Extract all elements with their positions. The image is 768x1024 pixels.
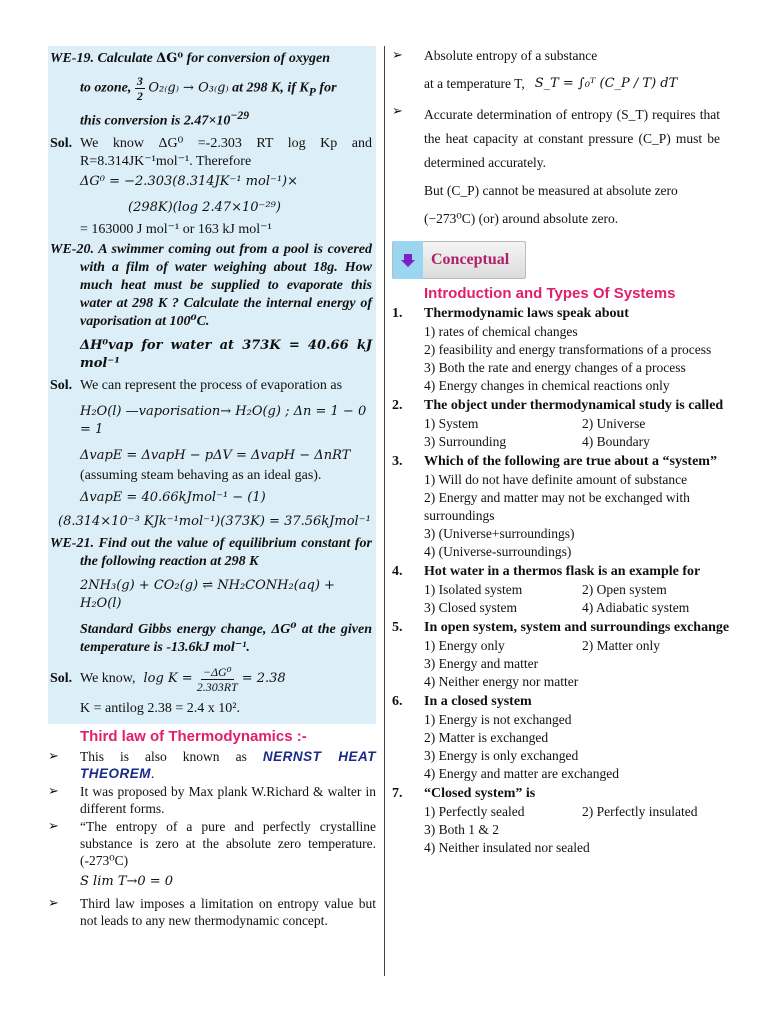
entropy-formula-row [424,75,720,93]
question-number: 5. [392,620,403,635]
we19-solution [50,135,372,171]
entropy-bullet-2 [392,103,720,175]
r3-text: But (C_P) cannot be measured at absolute zero (−273⁰C) (or) around absolute zero. [424,183,678,226]
question-text: Which of the following are true about a “system” [424,454,717,469]
we21-sol-label: Sol. [50,671,73,687]
we20-note: (assuming steam behaving as an ideal gas). [80,467,322,483]
r1-text: Absolute entropy of a substance [424,48,598,63]
question-text: In a closed system [424,694,532,709]
third-law-equation: S lim T→0 = 0 [80,873,174,889]
question-item [392,453,720,561]
r2-text: Accurate determination of entropy (S_T) requires that the heat capacity at constant pressure (C_P) must be determined accurately. [424,107,720,170]
we19-title-d: at 298 K, if K [232,80,309,96]
answer-option: 3) Energy is only exchanged [424,748,579,763]
answer-option: 4) Boundary [582,434,650,449]
entropy-bullet-1 [392,47,720,65]
we19-title-c: to ozone, [80,80,132,96]
question-number: 6. [392,694,403,709]
answer-option: 1) Energy only [424,638,505,653]
answer-option: 3) Closed system [424,600,517,615]
answer-option: 2) Universe [582,416,646,431]
we21 [50,535,372,718]
we20-given: ΔH⁰vap for water at 373K = 40.66 kJ mol⁻¹ [80,337,372,371]
question-text: The object under thermodynamical study is called [424,398,724,413]
we19-title-line2 [50,74,372,103]
answer-option: 2) Perfectly insulated [582,804,698,819]
we20-eq4: (8.314×10⁻³ KJk⁻¹mol⁻¹)(373K) = 37.56kJmol⁻¹ [58,513,371,529]
question-list [392,305,730,857]
third-law-bullet-3 [48,818,376,869]
b4-text: Third law imposes a limitation on entropy value but not leads to any new thermodynamic concept. [80,895,376,928]
answer-option: 4) Neither insulated nor sealed [424,840,590,855]
we21-given: Standard Gibbs energy change, ΔG⁰ at the given temperature is -13.6kJ mol⁻¹. [80,621,372,655]
we19-title-a: WE-19. Calculate [50,51,153,66]
we21-eq-lhs: log K = [143,671,193,687]
arrow-bullet-icon: ➢ [48,783,59,799]
we20-solution [50,377,372,395]
we21-eq-rhs: = 2.38 [241,671,286,687]
answer-option: 3) Surrounding [424,434,507,449]
answer-option: 1) Will do not have definite amount of substance [424,472,688,487]
we19-title-line1 [50,50,372,68]
question-item [392,563,720,617]
we20-title: WE-20. A swimmer coming out from a pool is covered with a film of water weighing about 18g. How much heat must be supplied to evaporate this water at 298 K ? Calculate the internal energy of vaporisation at 100⁰C. [50,241,372,329]
answer-option: 2) Energy and matter may not be exchanged with surroundings [424,490,690,523]
answer-option: 2) Matter is exchanged [424,730,549,745]
we19-eq2: (298K)(log 2.47×10⁻²⁹) [128,199,281,215]
we21-solution [50,665,372,694]
answer-option: 3) (Universe+surroundings) [424,526,575,541]
question-body [424,305,720,395]
we21-title: WE-21. Find out the value of equilibrium constant for the following reaction at 298 K [50,535,372,569]
answer-option: 1) Perfectly sealed [424,804,525,819]
we21-reaction: 2NH₃(g) + CO₂(g) ⇌ NH₂CONH₂(aq) + H₂O(l) [80,577,335,611]
we20-sol-text: We can represent the process of evaporation as [80,377,343,393]
we21-fraction-den: 2.303RT [196,679,238,694]
column-divider [384,46,385,976]
third-law-bullet-2 [48,783,376,817]
question-body [424,693,720,783]
we21-fraction [197,665,238,694]
fraction-three-halves: $\frac{3}{2}$ [136,74,143,103]
r1b-text: at a temperature T, [424,76,525,91]
question-text: Hot water in a thermos flask is an example for [424,564,701,579]
answer-option: 1) System [424,416,479,431]
answer-option-row [424,581,740,599]
answer-option: 4) (Universe-surroundings) [424,544,572,559]
we19-kp-subscript: P [308,85,316,99]
question-body [424,619,740,691]
answer-option: 3) Both the rate and energy changes of a process [424,360,686,375]
question-item [392,693,720,783]
answer-option-row [424,599,740,617]
we21-fraction-num: −ΔG⁰ [202,664,232,679]
third-law-bullet-1: ➢ This is also known as NERNST HEAT THEOREM. [48,748,377,781]
left-column [48,46,376,929]
oxygen-ozone-reaction: O₂₍g₎ → O₃₍g₎ [148,80,229,96]
answer-option-row [424,415,740,433]
question-number: 4. [392,564,403,579]
answer-option: 4) Adiabatic system [582,600,690,615]
answer-option: 1) rates of chemical changes [424,324,578,339]
systems-heading: Introduction and Types Of Systems [424,285,676,302]
we19-title-b: for conversion of oxygen [186,51,331,66]
we19-title-e: this conversion is 2.47×10 [80,113,231,129]
we19-result: = 163000 J mol⁻¹ or 163 kJ mol⁻¹ [80,221,272,237]
answer-option: 4) Energy and matter are exchanged [424,766,620,781]
arrow-down-icon [393,241,423,279]
we20-eq3: ΔvapE = 40.66kJmol⁻¹ − (1) [80,489,266,505]
arrow-bullet-icon: ➢ [48,748,59,764]
arrow-bullet-icon: ➢ [48,895,59,911]
answer-option: 4) Energy changes in chemical reactions only [424,378,670,393]
right-column [392,46,730,857]
we20-eq1: H₂O(l) —vaporisation→ H₂O(g) ; Δn = 1 − 0 = 1 [80,403,367,437]
third-law-bullet-4 [48,895,376,929]
worked-examples-box [48,46,376,724]
entropy-integral: S_T = ∫₀ᵀ (C_P / T) dT [534,76,678,91]
we19-sol-text: We know ΔG⁰ =-2.303 RT log Kp and R=8.314JK⁻¹mol⁻¹. Therefore [80,135,372,169]
question-body [424,453,720,561]
question-body [424,785,740,857]
we21-result: K = antilog 2.38 = 2.4 x 10². [80,700,240,716]
arrow-bullet-icon: ➢ [392,104,403,119]
we19-title-d2: for [315,80,337,96]
b2-text: It was proposed by Max plank W.Richard & walter in different forms. [80,783,376,816]
answer-option: 2) feasibility and energy transformations of a process [424,342,712,357]
answer-option-row [424,433,740,451]
answer-option-row [424,803,740,821]
third-law-heading: Third law of Thermodynamics :- [80,727,307,745]
b3-text: “The entropy of a pure and perfectly crystalline substance is zero at the absolute zero temperature.(-273⁰C) [80,818,376,868]
conceptual-tab [392,241,526,279]
answer-option: 1) Isolated system [424,582,523,597]
we20-eq2: ΔvapE = ΔvapH − pΔV = ΔvapH − ΔnRT [80,447,351,463]
question-number: 3. [392,454,403,469]
we19-title-e-sup: −29 [230,109,250,122]
question-body [424,563,740,617]
we21-sol-text: We know, [80,671,136,687]
answer-option: 4) Neither energy nor matter [424,674,579,689]
answer-option: 3) Both 1 & 2 [424,822,500,837]
nernst-theorem: NERNST HEAT THEOREM [80,748,377,781]
answer-option: 2) Open system [582,582,667,597]
b1-text: This is also known as [80,748,247,764]
delta-g-symbol: ΔG⁰ [156,51,184,66]
question-number: 7. [392,786,403,801]
we20 [50,241,372,531]
answer-option-row [424,637,740,655]
arrow-bullet-icon: ➢ [392,48,403,63]
we20-sol-label: Sol. [50,377,73,393]
question-item [392,305,720,395]
question-text: In open system, system and surroundings exchange [424,620,730,635]
answer-option: 3) Energy and matter [424,656,539,671]
question-item [392,397,724,451]
question-text: “Closed system” is [424,786,536,801]
conceptual-label: Conceptual [431,251,510,268]
we19-sol-label: Sol. [50,135,73,151]
we19 [50,50,372,239]
question-text: Thermodynamic laws speak about [424,306,629,321]
arrow-bullet-icon: ➢ [48,818,59,834]
we19-title-line3 [50,107,372,131]
question-item [392,619,730,691]
question-number: 1. [392,306,403,321]
answer-option: 1) Energy is not exchanged [424,712,572,727]
question-item [392,785,720,857]
answer-option: 2) Matter only [582,638,660,653]
question-body [424,397,740,451]
we19-eq1: ΔG⁰ = −2.303(8.314JK⁻¹ mol⁻¹)× [80,173,299,189]
question-number: 2. [392,398,403,413]
